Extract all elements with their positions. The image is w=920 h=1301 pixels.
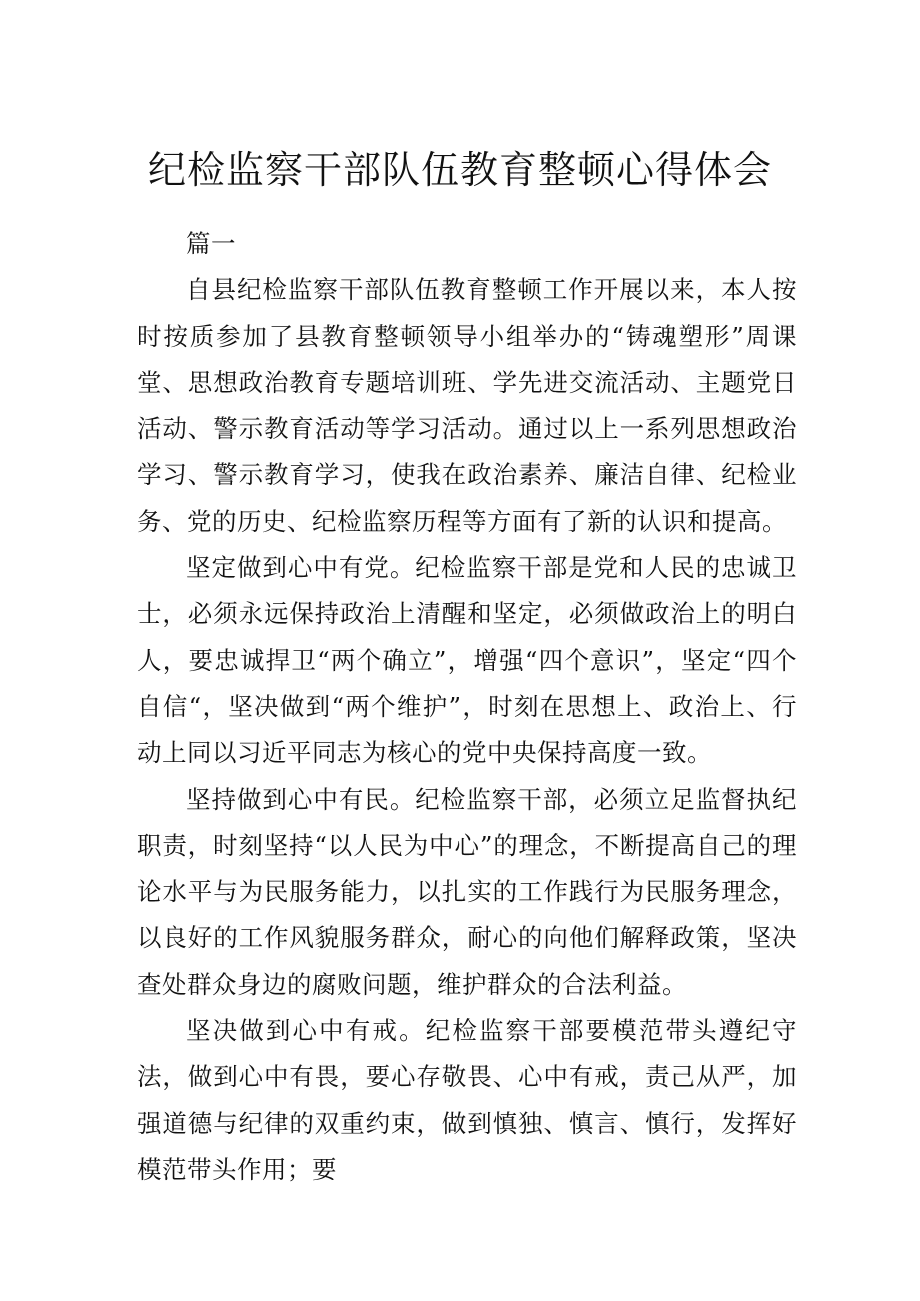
section-label: 篇一 xyxy=(186,229,236,258)
document-title: 纪检监察干部队伍教育整顿心得体会 xyxy=(147,148,772,192)
document-body xyxy=(137,221,797,1193)
paragraph-discipline: 坚决做到心中有戒。纪检监察干部要模范带头遵纪守法，做到心中有畏，要心存敬畏、心中有戒，责己从严，加强道德与纪律的双重约束，做到慎独、慎言、慎行，发挥好模范带头作用；要 xyxy=(137,1016,797,1184)
paragraph-intro: 自县纪检监察干部队伍教育整顿工作开展以来，本人按时按质参加了县教育整顿领导小组举办的“铸魂塑形”周课堂、思想政治教育专题培训班、学先进交流活动、主题党日活动、警示教育活动等学习活动。通过以上一系列思想政治学习、警示教育学习，使我在政治素养、廉洁自律、纪检业务、党的历史、纪检监察历程等方面有了新的认识和提高。 xyxy=(137,275,797,536)
paragraph-party: 坚定做到心中有党。纪检监察干部是党和人民的忠诚卫士，必须永远保持政治上清醒和坚定，必须做政治上的明白人，要忠诚捍卫“两个确立”，增强“四个意识”，坚定“四个自信“，坚决做到“两个维护”，时刻在思想上、政治上、行动上同以习近平同志为核心的党中央保持高度一致。 xyxy=(137,553,797,768)
paragraph-people: 坚持做到心中有民。纪检监察干部，必须立足监督执纪职责，时刻坚持“以人民为中心”的理念，不断提高自己的理论水平与为民服务能力，以扎实的工作践行为民服务理念，以良好的工作风貌服务群众，耐心的向他们解释政策，坚决查处群众身边的腐败问题，维护群众的合法利益。 xyxy=(137,784,797,999)
